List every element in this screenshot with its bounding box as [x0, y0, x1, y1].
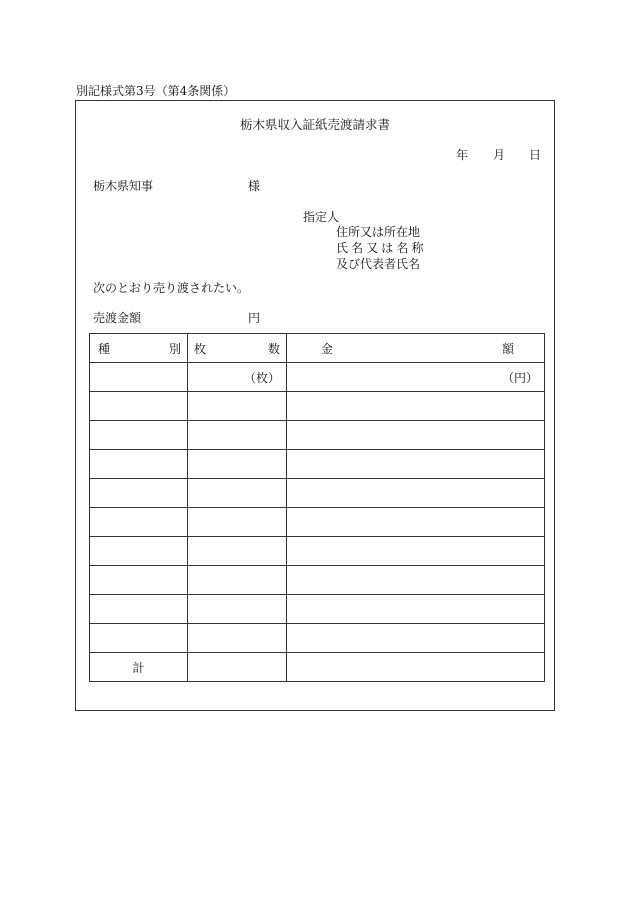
- table-unit-row: [90, 363, 545, 392]
- amount-cell[interactable]: [287, 595, 545, 624]
- table-row: [90, 508, 545, 537]
- amount-cell[interactable]: [287, 479, 545, 508]
- count-cell[interactable]: [188, 479, 287, 508]
- addressee: 栃木県知事: [93, 179, 154, 193]
- header-count-char-2: 数: [267, 341, 280, 356]
- total-label-cell: [90, 653, 188, 682]
- form-title: 栃木県収入証紙売渡請求書: [239, 117, 390, 132]
- amount-cell[interactable]: [287, 450, 545, 479]
- unit-count-cell[interactable]: [188, 363, 287, 392]
- designee-name-label: 氏名又は名称: [336, 241, 427, 255]
- header-kind-char-1: 種: [98, 341, 111, 356]
- amount-unit-label: （円）: [501, 370, 538, 385]
- header-amount-char-1: 金: [321, 341, 334, 356]
- date-day-label: 日: [529, 148, 542, 162]
- amount-cell[interactable]: [287, 421, 545, 450]
- header-amount-char-2: 額: [501, 341, 514, 356]
- amount-cell[interactable]: [287, 537, 545, 566]
- amount-cell[interactable]: [287, 508, 545, 537]
- kind-cell[interactable]: [90, 537, 188, 566]
- header-count: [188, 334, 287, 363]
- table-row: [90, 624, 545, 653]
- sale-amount-unit: 円: [248, 311, 261, 325]
- date-month-label: 月: [493, 148, 506, 162]
- unit-amount-cell[interactable]: [287, 363, 545, 392]
- amount-cell[interactable]: [287, 392, 545, 421]
- count-unit-label: （枚）: [243, 370, 280, 385]
- header-amount: [287, 334, 545, 363]
- kind-cell[interactable]: [90, 595, 188, 624]
- table-row: [90, 421, 545, 450]
- total-label: 計: [132, 660, 145, 675]
- count-cell[interactable]: [188, 537, 287, 566]
- count-cell[interactable]: [188, 392, 287, 421]
- table-row: [90, 479, 545, 508]
- unit-kind-cell[interactable]: [90, 363, 188, 392]
- date-year-label: 年: [456, 148, 469, 162]
- kind-cell[interactable]: [90, 421, 188, 450]
- amount-cell[interactable]: [287, 624, 545, 653]
- kind-cell[interactable]: [90, 450, 188, 479]
- count-cell[interactable]: [188, 624, 287, 653]
- header-kind: [90, 334, 188, 363]
- table-row: [90, 566, 545, 595]
- table-total-row: [90, 653, 545, 682]
- form-reference: 別記様式第3号（第4条関係）: [76, 84, 236, 98]
- kind-cell[interactable]: [90, 479, 188, 508]
- sale-amount-label: 売渡金額: [93, 311, 142, 325]
- count-cell[interactable]: [188, 566, 287, 595]
- kind-cell[interactable]: [90, 624, 188, 653]
- kind-cell[interactable]: [90, 566, 188, 595]
- table-row: [90, 392, 545, 421]
- count-cell[interactable]: [188, 508, 287, 537]
- kind-cell[interactable]: [90, 392, 188, 421]
- detail-table: [89, 333, 545, 682]
- designee-label: 指定人: [303, 210, 340, 224]
- count-cell[interactable]: [188, 595, 287, 624]
- request-text: 次のとおり売り渡されたい。: [93, 281, 250, 295]
- kind-cell[interactable]: [90, 508, 188, 537]
- table-row: [90, 537, 545, 566]
- count-cell[interactable]: [188, 421, 287, 450]
- designee-address-label: 住所又は所在地: [336, 225, 421, 239]
- honorific: 様: [248, 179, 261, 193]
- header-count-char-1: 枚: [194, 341, 207, 356]
- designee-representative-label: 及び代表者氏名: [336, 257, 421, 271]
- table-row: [90, 595, 545, 624]
- header-kind-char-2: 別: [168, 341, 181, 356]
- amount-cell[interactable]: [287, 566, 545, 595]
- total-amount-cell[interactable]: [287, 653, 545, 682]
- table-row: [90, 450, 545, 479]
- total-count-cell[interactable]: [188, 653, 287, 682]
- count-cell[interactable]: [188, 450, 287, 479]
- table-header-row: [90, 334, 545, 363]
